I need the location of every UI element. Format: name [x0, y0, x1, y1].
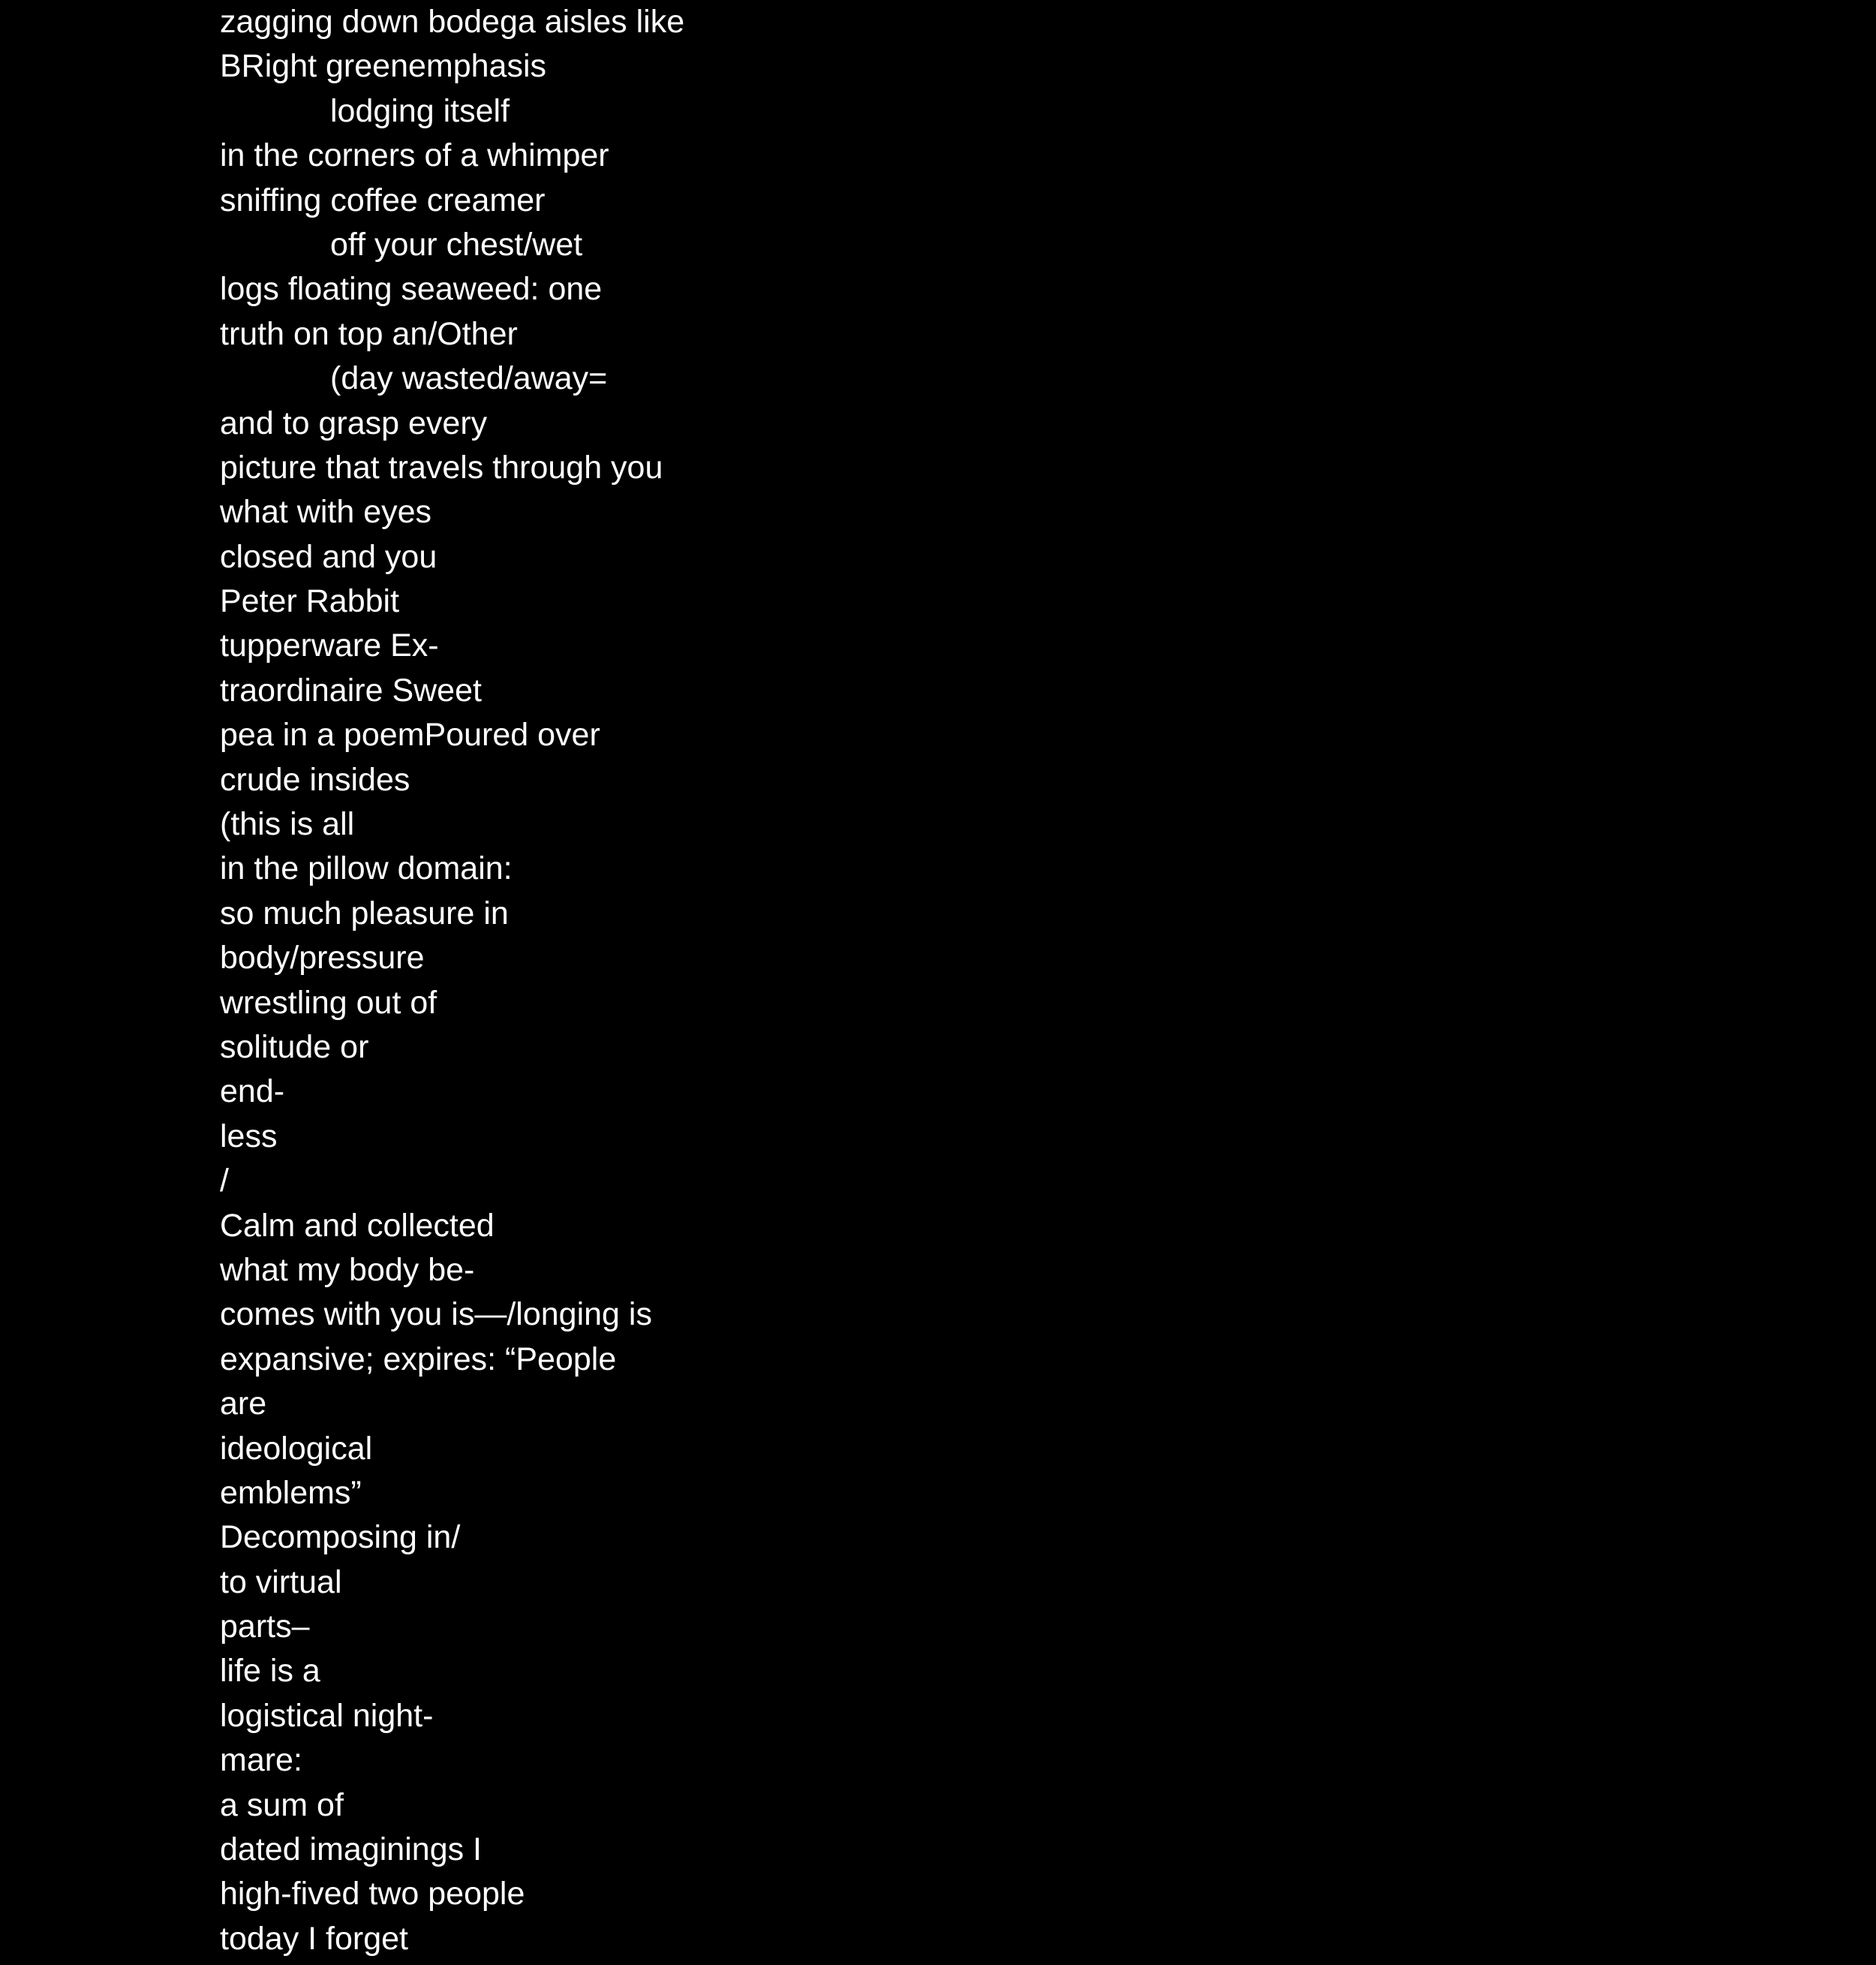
poem-line: picture that travels through you	[220, 449, 663, 486]
poem-line: end-	[220, 1073, 285, 1110]
poem-line: in the pillow domain:	[220, 850, 513, 887]
poem-line: parts–	[220, 1608, 310, 1645]
poem-line: body/pressure	[220, 940, 425, 976]
poem-line: life is a	[220, 1653, 320, 1690]
poem-line: BRight greenemphasis	[220, 48, 547, 85]
poem-line: truth on top an/Other	[220, 315, 518, 352]
poem-text	[220, 0, 684, 1961]
poem-line: what my body be-	[220, 1251, 475, 1288]
poem-line: in the corners of a whimper	[220, 137, 609, 174]
poem-line: and to grasp every	[220, 405, 488, 441]
poem-line: closed and you	[220, 538, 437, 575]
poem-line: wrestling out of	[220, 984, 437, 1021]
poem-line: (this is all	[220, 806, 355, 843]
poem-line: lodging itself	[330, 92, 510, 129]
poem-line: emblems”	[220, 1474, 362, 1511]
poem-line: Decomposing in/	[220, 1519, 461, 1556]
poem-line: sniffing coffee creamer	[220, 182, 546, 218]
poem-line: crude insides	[220, 761, 410, 798]
poem-line: a sum of	[220, 1786, 344, 1823]
poem-line: Peter Rabbit	[220, 583, 400, 620]
poem-line: traordinaire Sweet	[220, 672, 482, 709]
poem-line: pea in a poemPoured over	[220, 717, 600, 754]
poem-line: comes with you is—/longing is	[220, 1296, 652, 1333]
poem-line: so much pleasure in	[220, 895, 509, 931]
poem-line: what with eyes	[220, 494, 432, 531]
poem-line: dated imaginings I	[220, 1831, 482, 1868]
poem-line: solitude or	[220, 1028, 369, 1065]
poem-line: (day wasted/away=	[330, 360, 608, 397]
poem-line: are	[220, 1386, 267, 1422]
poem-line: tupperware Ex-	[220, 627, 439, 664]
poem-line: Calm and collected	[220, 1207, 495, 1244]
poem-line: zagging down bodega aisles like	[220, 4, 685, 40]
poem-line: /	[220, 1163, 229, 1199]
poem-line: off your chest/wet	[330, 226, 583, 263]
poem-line: high-fived two people	[220, 1876, 525, 1912]
poem-line: less	[220, 1118, 278, 1154]
poem-line: logs floating seaweed: one	[220, 271, 603, 308]
poem-line: to virtual	[220, 1563, 342, 1600]
poem-line: today I forget	[220, 1920, 408, 1957]
poem-line: ideological	[220, 1430, 373, 1467]
poem-line: expansive; expires: “People	[220, 1341, 617, 1377]
poem-line: mare:	[220, 1742, 302, 1779]
poem-line: logistical night-	[220, 1697, 434, 1734]
